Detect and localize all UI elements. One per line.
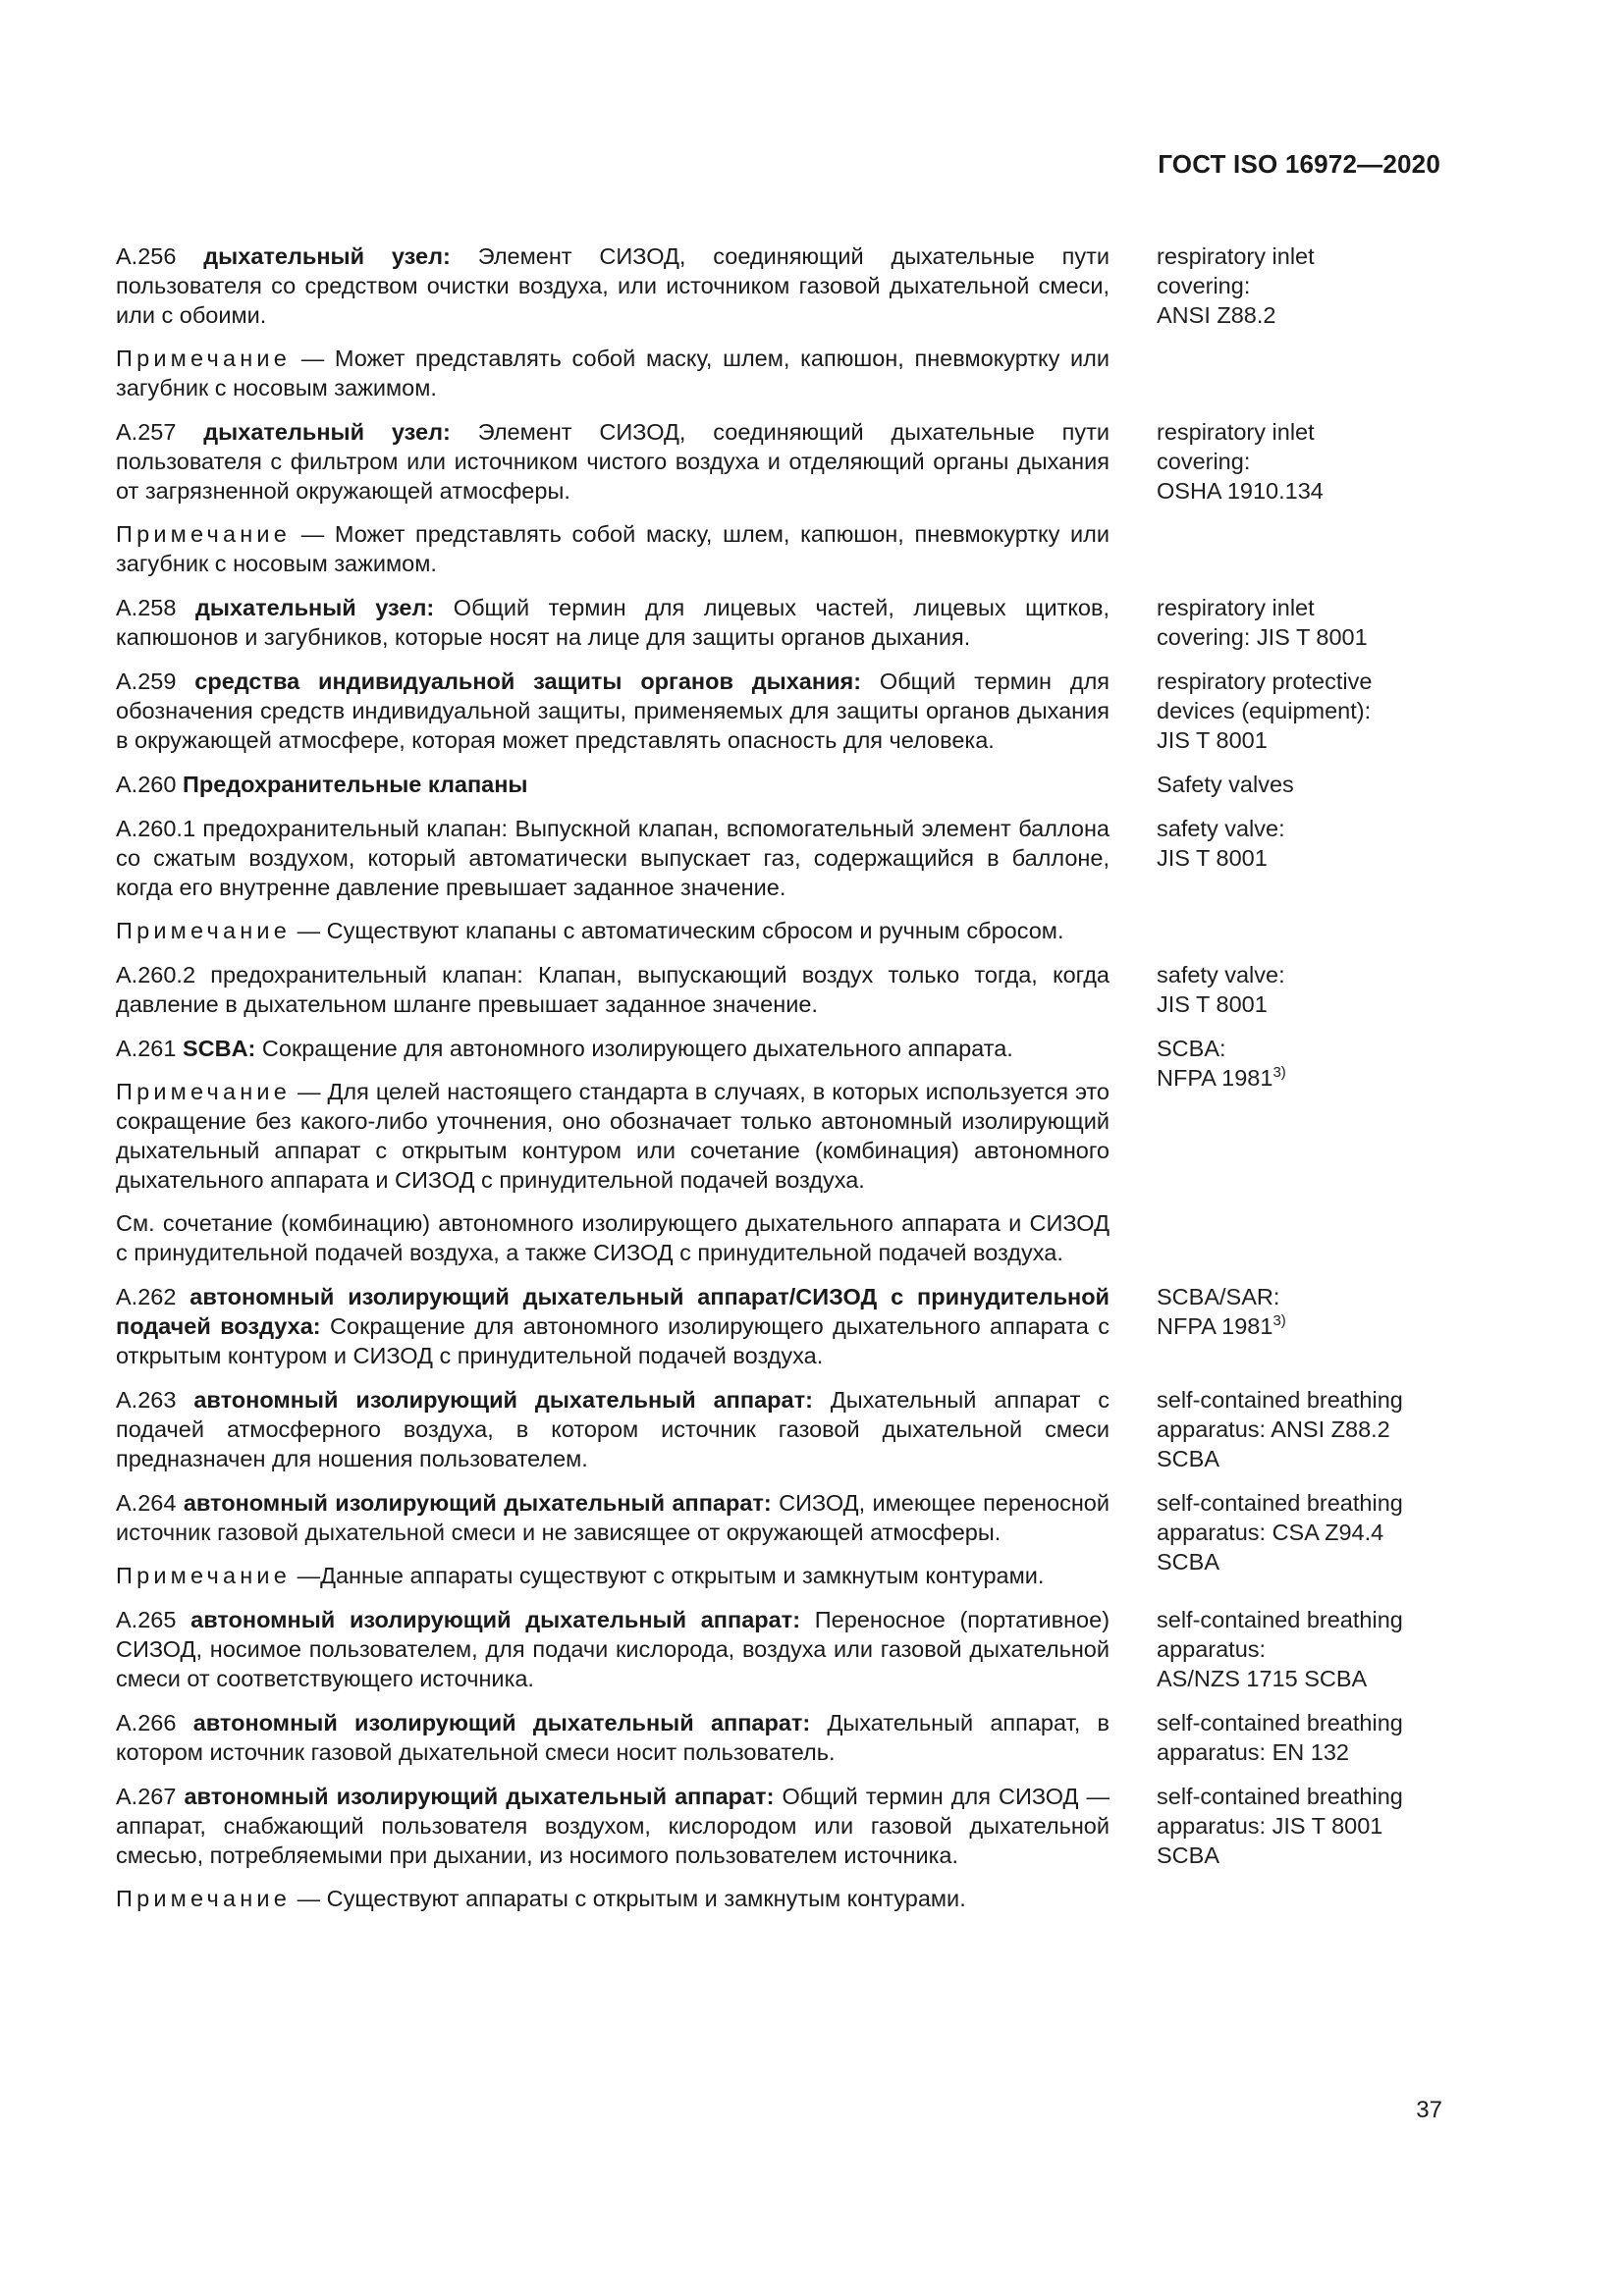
definition-text bbox=[116, 814, 1110, 902]
source-text: safety valve: bbox=[1157, 962, 1285, 988]
entry-text: Переносное (портативное) СИЗОД, носимое пользователем, для подачи кислорода, воздуха или газовой дыхательной смеси от соответствующего источника. bbox=[116, 1607, 1110, 1691]
definition-text bbox=[116, 960, 1110, 1019]
source-text: devices (equipment): bbox=[1157, 698, 1372, 723]
entry-definition bbox=[116, 1282, 1110, 1370]
entry-number: А.257 bbox=[116, 419, 177, 445]
source-text: Safety valves bbox=[1157, 772, 1294, 797]
entry-number: А.264 bbox=[116, 1490, 177, 1516]
source-text: SCBA bbox=[1157, 1446, 1219, 1471]
footnote-marker: 3) bbox=[1272, 1064, 1286, 1081]
entry-definition bbox=[116, 1782, 1110, 1913]
definition-text bbox=[116, 241, 1110, 330]
source-line bbox=[1157, 814, 1441, 843]
source-text: apparatus: EN 132 bbox=[1157, 1739, 1349, 1765]
source-line bbox=[1157, 476, 1441, 506]
entry-text: Сокращение для автономного изолирующего дыхательного аппарата с открытым контуром и СИЗОД с принудительной подачей воздуха. bbox=[116, 1313, 1110, 1368]
entry-number: А.258 bbox=[116, 595, 177, 620]
source-line bbox=[1157, 241, 1441, 271]
entry-term: автономный изолирующий дыхательный аппарат: bbox=[184, 1784, 775, 1809]
definition-text bbox=[116, 667, 1110, 755]
source-line bbox=[1157, 725, 1441, 755]
source-text: self-contained breathing bbox=[1157, 1387, 1403, 1413]
entry-term: средства индивидуальной защиты органов дыхания: bbox=[194, 668, 862, 694]
source-text: apparatus: ANSI Z88.2 bbox=[1157, 1416, 1390, 1442]
source-text: self-contained breathing bbox=[1157, 1490, 1403, 1516]
entry-definition bbox=[116, 593, 1110, 652]
source-line bbox=[1157, 1444, 1441, 1473]
definition-text bbox=[116, 417, 1110, 506]
entry-term: дыхательный узел: bbox=[194, 595, 435, 620]
note-label: Примечание bbox=[116, 521, 292, 547]
source-text: SCBA bbox=[1157, 1842, 1219, 1868]
source-text: JIS T 8001 bbox=[1157, 991, 1268, 1017]
source-text: covering: JIS T 8001 bbox=[1157, 624, 1368, 650]
source-text: JIS T 8001 bbox=[1157, 845, 1268, 871]
source-text: respiratory inlet bbox=[1157, 243, 1315, 269]
source-line bbox=[1157, 1605, 1441, 1634]
source-line bbox=[1157, 1415, 1441, 1444]
entry-text: Дыхательный аппарат, в котором источник газовой дыхательной смеси носит пользователь. bbox=[116, 1710, 1110, 1765]
glossary-entry bbox=[116, 241, 1441, 402]
definition-text bbox=[116, 593, 1110, 652]
source-text: covering: bbox=[1157, 273, 1251, 298]
glossary-entry bbox=[116, 593, 1441, 652]
source-line bbox=[1157, 960, 1441, 989]
definition-text bbox=[116, 1034, 1110, 1063]
source-line bbox=[1157, 417, 1441, 447]
entry-term: дыхательный узел: bbox=[203, 419, 451, 445]
entry-source bbox=[1157, 960, 1441, 1019]
entry-text: Общий термин для лицевых частей, лицевых щитков, капюшонов и загубников, которые носят на лице для защиты органов дыхания. bbox=[116, 595, 1110, 650]
source-text: respiratory inlet bbox=[1157, 419, 1315, 445]
glossary-entry bbox=[116, 417, 1441, 578]
glossary-entry bbox=[116, 1282, 1441, 1370]
source-text: safety valve: bbox=[1157, 816, 1285, 841]
source-line bbox=[1157, 593, 1441, 622]
source-line bbox=[1157, 1708, 1441, 1737]
entry-definition bbox=[116, 1605, 1110, 1693]
document-header: ГОСТ ISO 16972—2020 bbox=[1158, 149, 1440, 179]
entry-term: автономный изолирующий дыхательный аппарат: bbox=[193, 1387, 813, 1413]
definition-text bbox=[116, 1605, 1110, 1693]
entry-number: А.260.2 bbox=[116, 962, 196, 988]
glossary-entry bbox=[116, 1782, 1441, 1913]
entry-number: А.267 bbox=[116, 1784, 177, 1809]
source-line bbox=[1157, 1311, 1441, 1341]
definition-text bbox=[116, 1385, 1110, 1473]
entry-source bbox=[1157, 1282, 1441, 1341]
source-line bbox=[1157, 696, 1441, 725]
entry-source bbox=[1157, 1385, 1441, 1473]
entry-text: предохранительный клапан: Клапан, выпускающий воздух только тогда, когда давление в дыхательном шланге превышает заданное значение. bbox=[116, 962, 1110, 1017]
source-text: respiratory protective bbox=[1157, 668, 1373, 694]
entry-source bbox=[1157, 1488, 1441, 1576]
source-line bbox=[1157, 1547, 1441, 1576]
source-line bbox=[1157, 1664, 1441, 1693]
note-label: Примечание bbox=[116, 1886, 292, 1911]
entry-text: Дыхательный аппарат с подачей атмосферного воздуха, в котором источник газовой дыхательной смеси предназначен для ношения пользователем. bbox=[116, 1387, 1110, 1471]
definition-text bbox=[116, 1282, 1110, 1370]
source-text: apparatus: bbox=[1157, 1636, 1267, 1662]
glossary-entries bbox=[116, 241, 1441, 1928]
entry-number: А.260.1 bbox=[116, 816, 196, 841]
glossary-entry bbox=[116, 1708, 1441, 1767]
entry-term: автономный изолирующий дыхательный аппарат/СИЗОД с принудительной подачей воздуха: bbox=[116, 1284, 1110, 1339]
entry-text: СИЗОД, имеющее переносной источник газовой дыхательной смеси и не зависящее от окружающей атмосферы. bbox=[116, 1490, 1110, 1545]
entry-definition bbox=[116, 241, 1110, 402]
entry-number: А.263 bbox=[116, 1387, 177, 1413]
entry-source bbox=[1157, 770, 1441, 799]
entry-source bbox=[1157, 593, 1441, 652]
note-text: — Существуют аппараты с открытым и замкнутым контурами. bbox=[297, 1886, 966, 1911]
source-text: SCBA/SAR: bbox=[1157, 1284, 1280, 1309]
entry-text: Общий термин для СИЗОД — аппарат, снабжающий пользователя воздухом, кислородом или газовой дыхательной смесью, потребляемыми при дыхании, из носимого пользователем источника. bbox=[116, 1784, 1110, 1868]
entry-number: А.266 bbox=[116, 1710, 177, 1735]
glossary-entry bbox=[116, 1385, 1441, 1473]
entry-definition bbox=[116, 1034, 1110, 1267]
note-text: — Существуют клапаны с автоматическим сбросом и ручным сбросом. bbox=[297, 918, 1064, 943]
entry-term: дыхательный узел: bbox=[203, 243, 451, 269]
glossary-entry bbox=[116, 770, 1441, 799]
entry-text: предохранительный клапан: Выпускной клапан, вспомогательный элемент баллона со сжатым воздухом, который автоматически выпускает газ, содержащийся в баллоне, когда его внутренне давление превышает заданное значение. bbox=[116, 816, 1110, 900]
definition-text bbox=[116, 1708, 1110, 1767]
source-text: NFPA 1981 bbox=[1157, 1065, 1273, 1091]
entry-number: А.262 bbox=[116, 1284, 177, 1309]
glossary-entry bbox=[116, 814, 1441, 945]
entry-definition bbox=[116, 1488, 1110, 1590]
entry-definition bbox=[116, 417, 1110, 578]
entry-source bbox=[1157, 814, 1441, 873]
entry-note bbox=[116, 916, 1110, 945]
entry-text: Элемент СИЗОД, соединяющий дыхательные пути пользователя со средством очистки воздуха, или источником газовой дыхательной смеси, или с обоими. bbox=[116, 243, 1110, 328]
entry-definition bbox=[116, 770, 1110, 799]
entry-note bbox=[116, 1077, 1110, 1195]
entry-cross-reference: См. сочетание (комбинацию) автономного изолирующего дыхательного аппарата и СИЗОД с принудительной подачей воздуха, а также СИЗОД с принудительной подачей воздуха. bbox=[116, 1210, 1110, 1265]
entry-source bbox=[1157, 1782, 1441, 1870]
entry-term: Предохранительные клапаны bbox=[182, 772, 528, 797]
entry-definition bbox=[116, 1385, 1110, 1473]
source-text: self-contained breathing bbox=[1157, 1607, 1403, 1632]
note-text: —Данные аппараты существуют с открытым и замкнутым контурами. bbox=[297, 1563, 1045, 1588]
entry-number: А.259 bbox=[116, 668, 177, 694]
definition-text bbox=[116, 1488, 1110, 1547]
source-line bbox=[1157, 622, 1441, 652]
source-line bbox=[1157, 1782, 1441, 1811]
entry-source bbox=[1157, 417, 1441, 506]
entry-text: Элемент СИЗОД, соединяющий дыхательные пути пользователя с фильтром или источником чистого воздуха и отделяющий органы дыхания от загрязненной окружающей атмосферы. bbox=[116, 419, 1110, 504]
source-line bbox=[1157, 447, 1441, 476]
source-line bbox=[1157, 1518, 1441, 1547]
page-number: 37 bbox=[1416, 2097, 1442, 2123]
source-text: NFPA 1981 bbox=[1157, 1313, 1273, 1339]
note-label: Примечание bbox=[116, 918, 292, 943]
note-label: Примечание bbox=[116, 1079, 292, 1104]
entry-term: SCBA: bbox=[182, 1036, 256, 1061]
source-text: apparatus: CSA Z94.4 bbox=[1157, 1520, 1384, 1545]
glossary-entry bbox=[116, 1488, 1441, 1590]
entry-source bbox=[1157, 667, 1441, 755]
entry-note bbox=[116, 1561, 1110, 1590]
source-line bbox=[1157, 989, 1441, 1019]
entry-note bbox=[116, 519, 1110, 578]
source-text: self-contained breathing bbox=[1157, 1784, 1403, 1809]
source-line bbox=[1157, 843, 1441, 873]
source-line bbox=[1157, 770, 1441, 799]
entry-term: автономный изолирующий дыхательный аппарат: bbox=[183, 1490, 772, 1516]
source-line bbox=[1157, 1811, 1441, 1841]
entry-definition bbox=[116, 1708, 1110, 1767]
entry-source bbox=[1157, 241, 1441, 330]
source-text: self-contained breathing bbox=[1157, 1710, 1403, 1735]
glossary-entry bbox=[116, 667, 1441, 755]
note-text: — Для целей настоящего стандарта в случаях, в которых используется это сокращение без какого-либо уточнения, оно обозначает только автономный изолирующий дыхательный аппарат с открытым контуром или сочетание (комбинация) автономного дыхательного аппарата и СИЗОД с принудительной подачей воздуха. bbox=[116, 1079, 1110, 1193]
entry-number: А.260 bbox=[116, 772, 177, 797]
note-text: — Может представлять собой маску, шлем, капюшон, пневмокуртку или загубник с носовым зажимом. bbox=[116, 521, 1110, 576]
glossary-entry bbox=[116, 1034, 1441, 1267]
entry-definition bbox=[116, 960, 1110, 1019]
entry-number: А.261 bbox=[116, 1036, 177, 1061]
definition-text bbox=[116, 770, 1110, 799]
source-line bbox=[1157, 1737, 1441, 1767]
entry-note bbox=[116, 344, 1110, 402]
note-label: Примечание bbox=[116, 346, 292, 371]
definition-text bbox=[116, 1782, 1110, 1870]
source-line bbox=[1157, 667, 1441, 696]
source-line bbox=[1157, 1282, 1441, 1311]
source-line bbox=[1157, 271, 1441, 300]
entry-number: А.256 bbox=[116, 243, 177, 269]
entry-number: А.265 bbox=[116, 1607, 177, 1632]
source-text: apparatus: JIS T 8001 bbox=[1157, 1813, 1383, 1839]
entry-source bbox=[1157, 1605, 1441, 1693]
source-text: AS/NZS 1715 SCBA bbox=[1157, 1666, 1368, 1691]
entry-text: Сокращение для автономного изолирующего дыхательного аппарата. bbox=[261, 1036, 1013, 1061]
source-text: SCBA: bbox=[1157, 1036, 1226, 1061]
entry-note bbox=[116, 1884, 1110, 1913]
entry-source bbox=[1157, 1708, 1441, 1767]
source-text: respiratory inlet bbox=[1157, 595, 1315, 620]
source-line bbox=[1157, 1385, 1441, 1415]
source-text: JIS T 8001 bbox=[1157, 727, 1268, 753]
source-line bbox=[1157, 300, 1441, 330]
source-text: covering: bbox=[1157, 449, 1251, 474]
source-line bbox=[1157, 1488, 1441, 1518]
entry-source bbox=[1157, 1034, 1441, 1093]
source-line bbox=[1157, 1034, 1441, 1063]
entry-text: Общий термин для обозначения средств индивидуальной защиты, применяемых для защиты органов дыхания в окружающей атмосфере, которая может представлять опасность для человека. bbox=[116, 668, 1110, 753]
glossary-entry bbox=[116, 960, 1441, 1019]
source-line bbox=[1157, 1634, 1441, 1664]
source-text: ANSI Z88.2 bbox=[1157, 302, 1276, 328]
source-text: SCBA bbox=[1157, 1549, 1219, 1575]
glossary-entry bbox=[116, 1605, 1441, 1693]
source-line bbox=[1157, 1841, 1441, 1870]
entry-term: автономный изолирующий дыхательный аппарат: bbox=[190, 1607, 801, 1632]
note-label: Примечание bbox=[116, 1563, 292, 1588]
note-text: — Может представлять собой маску, шлем, капюшон, пневмокуртку или загубник с носовым зажимом. bbox=[116, 346, 1110, 400]
footnote-marker: 3) bbox=[1272, 1312, 1286, 1329]
entry-definition bbox=[116, 667, 1110, 755]
source-line bbox=[1157, 1063, 1441, 1093]
entry-term: автономный изолирующий дыхательный аппарат: bbox=[192, 1710, 811, 1735]
entry-definition bbox=[116, 814, 1110, 945]
source-text: OSHA 1910.134 bbox=[1157, 478, 1324, 504]
